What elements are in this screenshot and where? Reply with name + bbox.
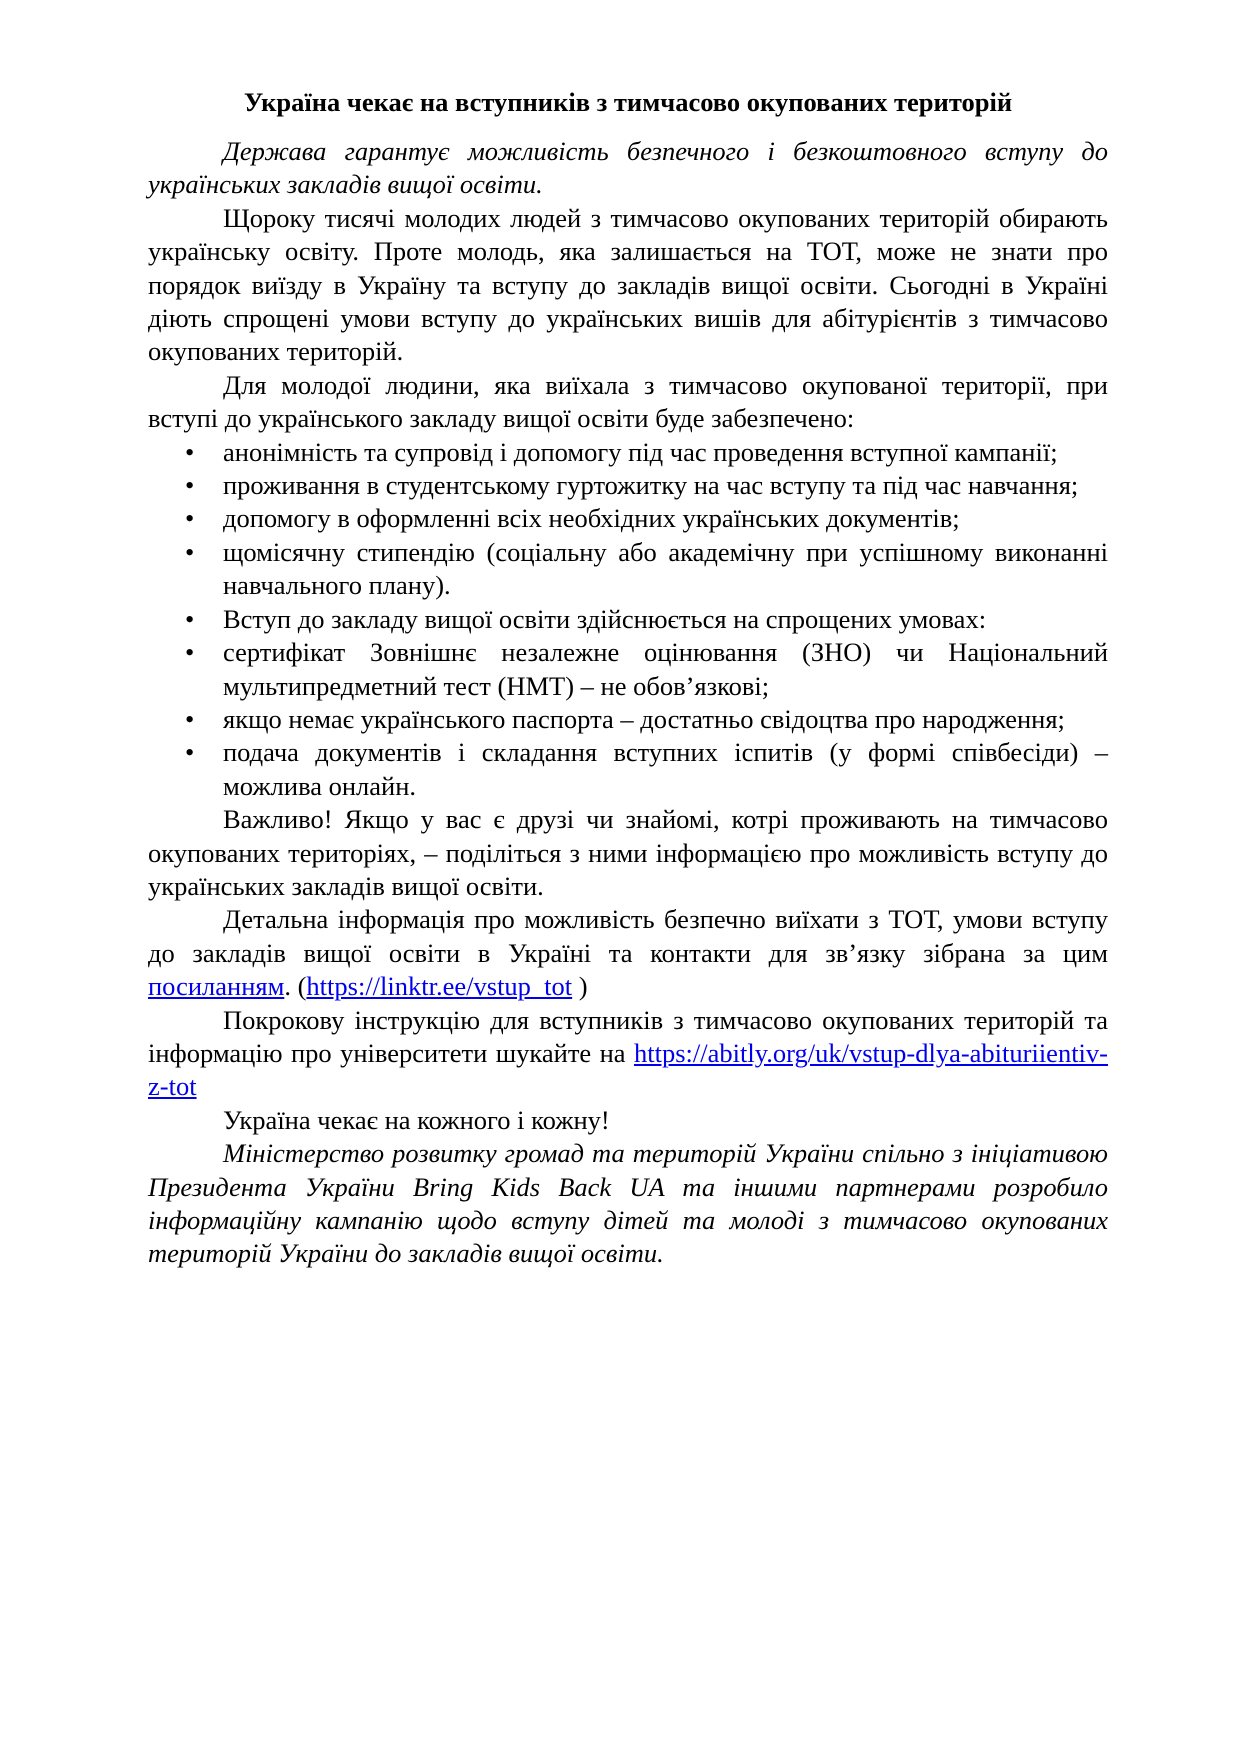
list-item xyxy=(148,703,1108,736)
bullet-icon: • xyxy=(185,536,195,567)
list-item xyxy=(148,736,1108,803)
bullet-icon: • xyxy=(185,503,195,534)
closing-paragraph: Міністерство розвитку громад та територій України спільно з ініціативою Президента України Bring Kids Back UA та іншими партнерами розробило інформаційну кампанію щодо вступу дітей та молоді з тимчасово окупованих територій України до закладів вищої освіти. xyxy=(148,1138,1108,1269)
list-item xyxy=(148,603,1108,636)
list-item-text: якщо немає українського паспорта – достатньо свідоцтва про народження; xyxy=(223,703,1065,734)
instructions-text: Покрокову інструкцію для вступників з тимчасово окупованих територій та інформацію про університети шукайте на xyxy=(148,1004,1108,1068)
list-item-text: сертифікат Зовнішнє незалежне оцінювання (ЗНО) чи Національний мультипредметний тест (НМТ) – не обов’язкові; xyxy=(223,637,1108,701)
paragraph-important: Важливо! Якщо у вас є друзі чи знайомі, котрі проживають на тимчасово окупованих територіях, – поділіться з ними інформацією про можливість вступу до українських закладів вищої освіти. xyxy=(148,804,1108,901)
paragraph-waiting: Україна чекає на кожного і кожну! xyxy=(223,1104,610,1135)
bullet-icon: • xyxy=(185,703,195,734)
list-item xyxy=(148,536,1108,603)
list-item xyxy=(148,636,1108,703)
list-item-text: подача документів і складання вступних іспитів (у формі співбесіди) – можлива онлайн. xyxy=(223,737,1108,801)
paragraph-guarantees: Для молодої людини, яка виїхала з тимчасово окупованої території, при вступі до українського закладу вищої освіти буде забезпечено: xyxy=(148,369,1108,434)
bullet-icon: • xyxy=(185,737,195,768)
details-separator: . ( xyxy=(284,971,307,1002)
list-item-text: допомогу в оформленні всіх необхідних українських документів; xyxy=(223,503,960,534)
document-title: Україна чекає на вступників з тимчасово окупованих територій xyxy=(243,87,1013,117)
benefits-list xyxy=(148,436,1108,803)
details-end: ) xyxy=(572,971,588,1002)
bullet-icon: • xyxy=(185,436,195,467)
intro-paragraph: Держава гарантує можливість безпечного і безкоштовного вступу до українських закладів вищої освіти. xyxy=(148,136,1108,200)
details-text: Детальна інформація про можливість безпечно виїхати з ТОТ, умови вступу до закладів вищої освіти в Україні та контакти для зв’язку зібрана за цим xyxy=(148,904,1108,968)
bullet-icon: • xyxy=(185,637,195,668)
paragraph-instructions xyxy=(148,1004,1108,1104)
abitly-link[interactable]: https://abitly.org/uk/vstup-dlya-abituriientiv-z-tot xyxy=(148,1037,1108,1102)
bullet-icon: • xyxy=(185,603,195,634)
list-item-text: анонімність та супровід і допомогу під час проведення вступної кампанії; xyxy=(223,436,1058,467)
bullet-icon: • xyxy=(185,470,195,501)
list-item xyxy=(148,502,1108,535)
linktree-link[interactable]: https://linktr.ee/vstup_tot xyxy=(306,971,573,1002)
document-page xyxy=(148,86,1108,1271)
list-item xyxy=(148,469,1108,502)
paragraph-details xyxy=(148,903,1108,1003)
list-item-text: проживання в студентському гуртожитку на час вступу та під час навчання; xyxy=(223,470,1079,501)
list-item-text: Вступ до закладу вищої освіти здійснюється на спрощених умовах: xyxy=(223,603,987,634)
list-item-text: щомісячну стипендію (соціальну або академічну при успішному виконанні навчального плану). xyxy=(223,536,1108,601)
list-item xyxy=(148,436,1108,469)
paragraph-every-year: Щороку тисячі молодих людей з тимчасово окупованих територій обирають українську освіту. Проте молодь, яка залишається на ТОТ, може не знати про порядок виїзду в Україну та вступу до закладів вищої освіти. Сьогодні в Україні діють спрощені умови вступу до українських вишів для абітурієнтів з тимчасово окупованих територій. xyxy=(148,202,1108,367)
details-link[interactable]: посиланням xyxy=(148,971,285,1002)
